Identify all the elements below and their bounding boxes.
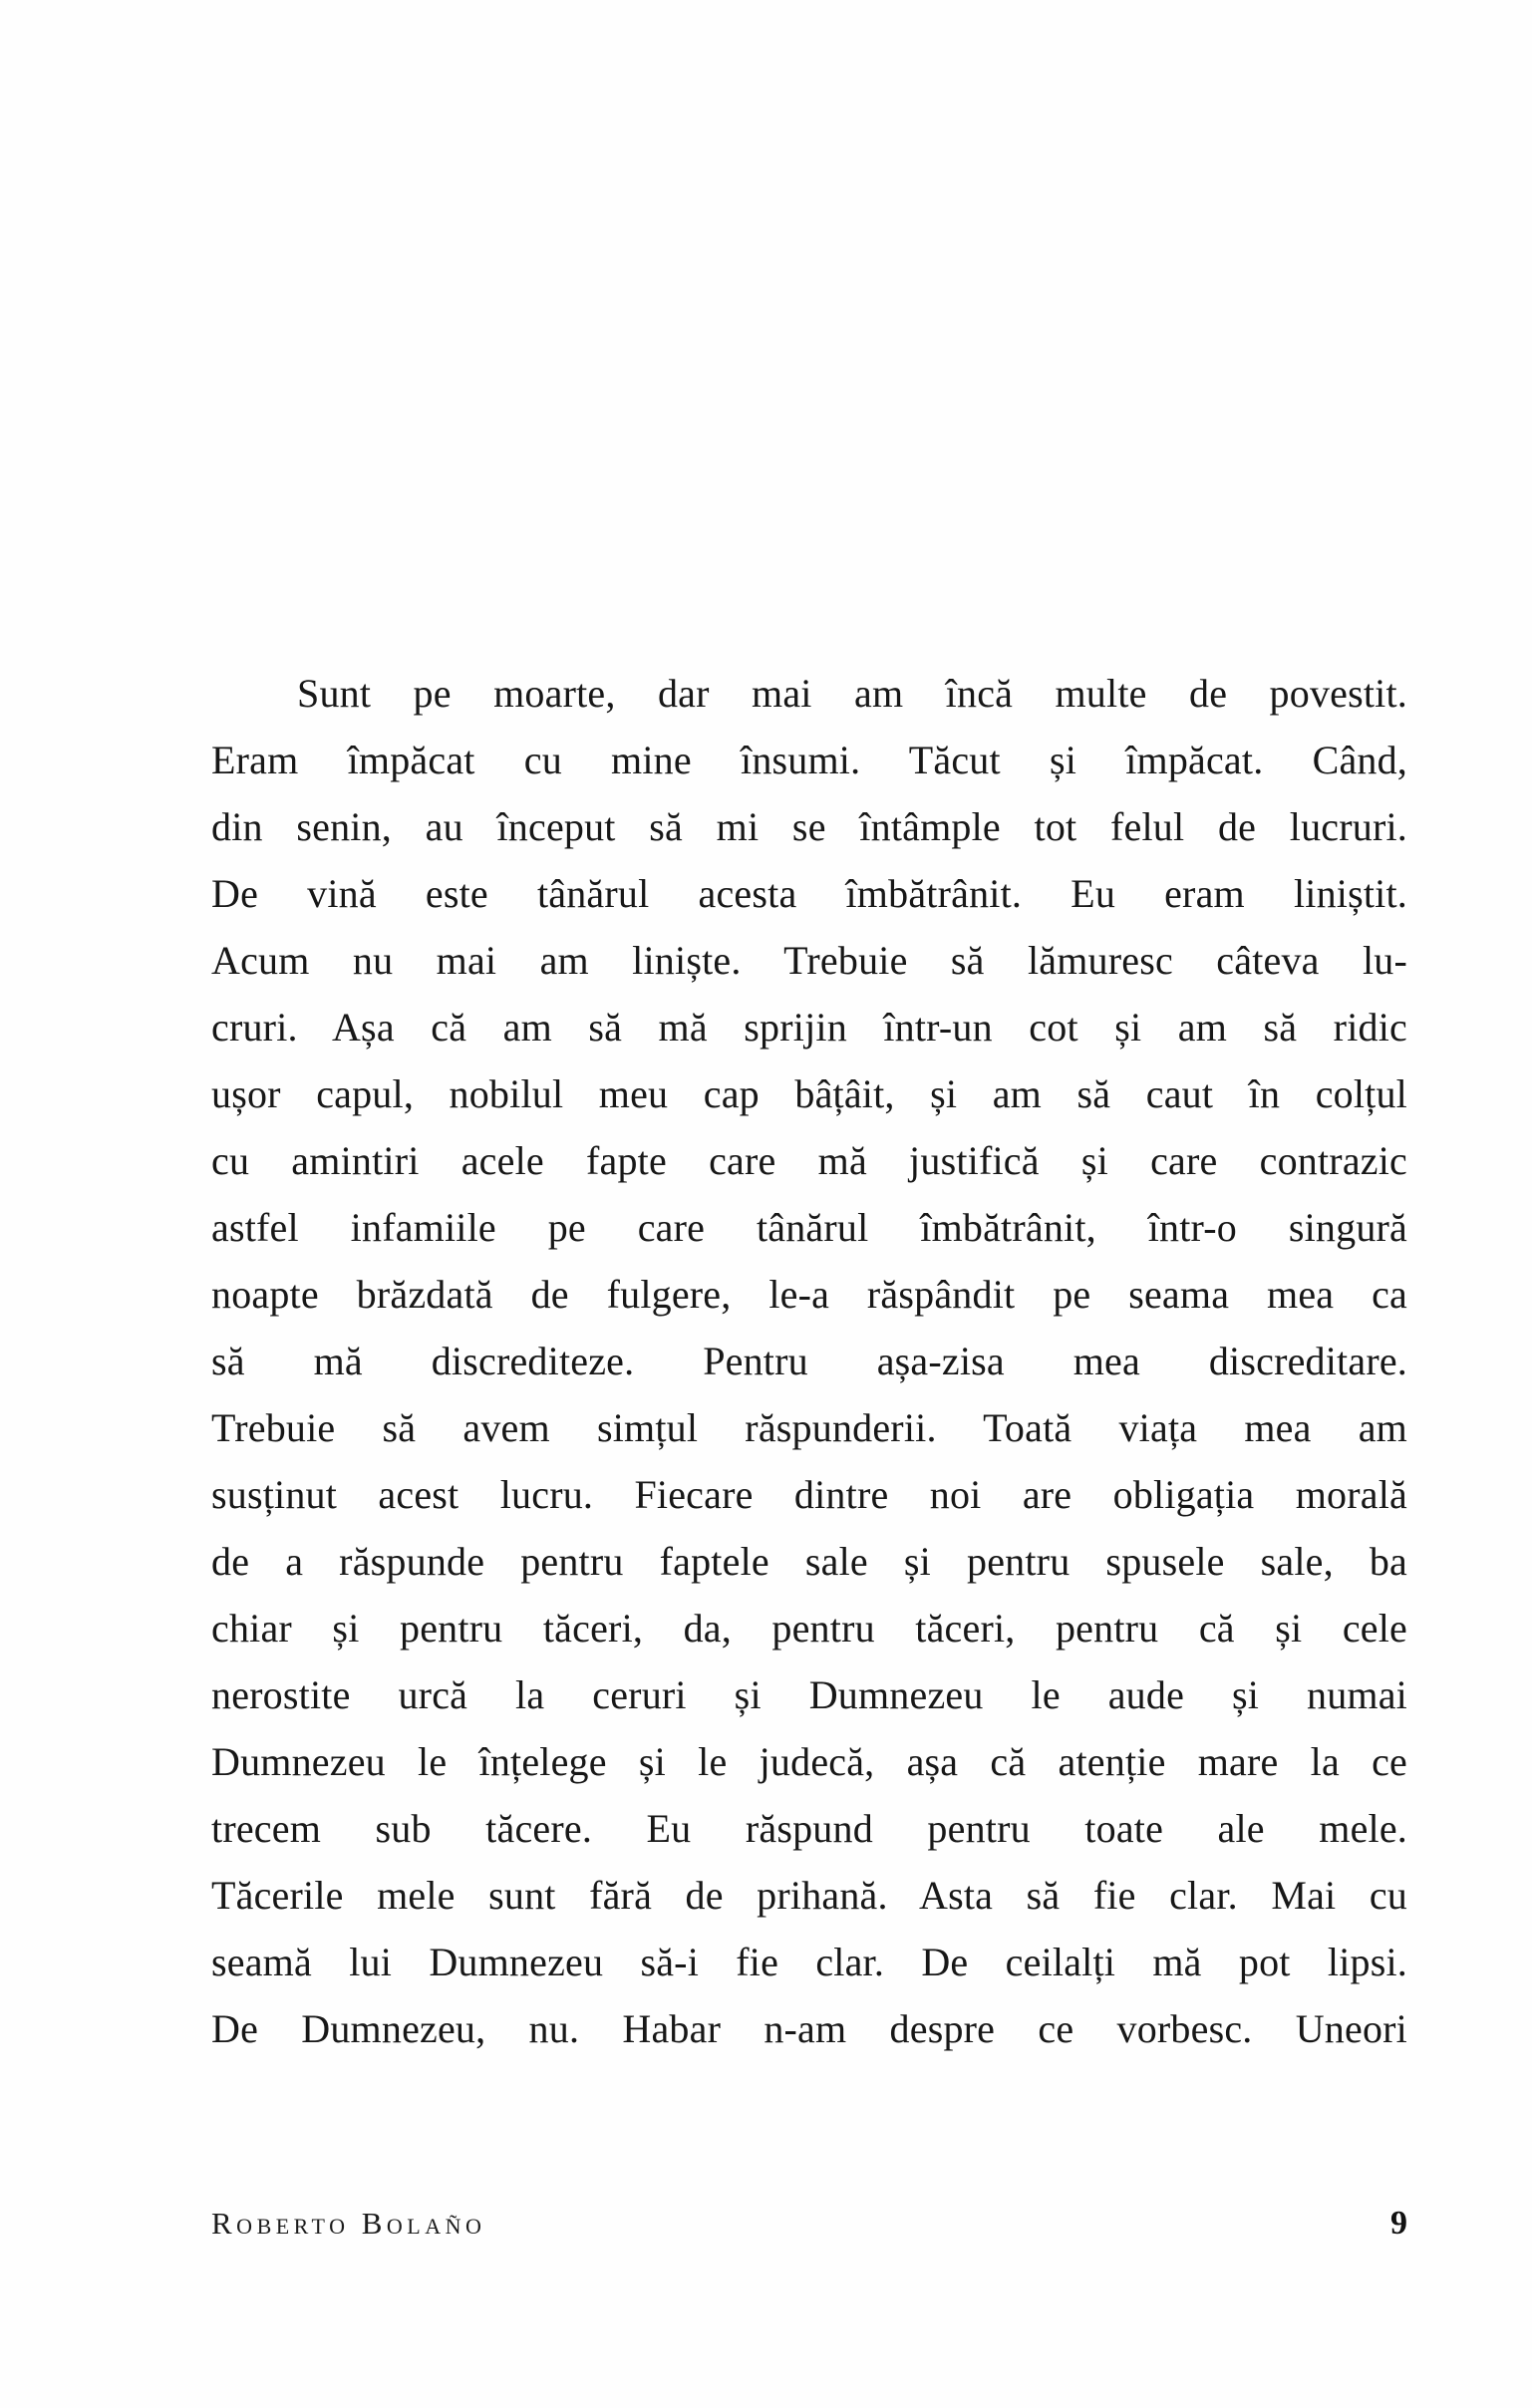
text-line: nerostite urcă la ceruri și Dumnezeu le aude și numai bbox=[211, 1672, 1407, 1717]
text-line: trecem sub tăcere. Eu răspund pentru toate ale mele. bbox=[211, 1806, 1407, 1851]
text-line: Acum nu mai am liniște. Trebuie să lămuresc câteva lu- bbox=[211, 938, 1407, 983]
text-line: noapte brăzdată de fulgere, le-a răspândit pe seama mea ca bbox=[211, 1272, 1407, 1317]
text-line: Trebuie să avem simțul răspunderii. Toată viața mea am bbox=[211, 1405, 1407, 1450]
text-line: seamă lui Dumnezeu să-i fie clar. De ceilalți mă pot lipsi. bbox=[211, 1940, 1407, 1984]
text-line: De Dumnezeu, nu. Habar n-am despre ce vorbesc. Uneori bbox=[211, 2006, 1407, 2051]
text-line: Eram împăcat cu mine însumi. Tăcut și împăcat. Când, bbox=[211, 738, 1407, 782]
text-line: cruri. Așa că am să mă sprijin într-un cot și am să ridic bbox=[211, 1005, 1407, 1050]
text-line: susținut acest lucru. Fiecare dintre noi are obligația morală bbox=[211, 1472, 1407, 1517]
text-line: chiar și pentru tăceri, da, pentru tăceri, pentru că și cele bbox=[211, 1606, 1407, 1651]
running-header-author: Roberto Bolaño bbox=[211, 2206, 486, 2241]
text-line: De vină este tânărul acesta îmbătrânit. Eu eram liniștit. bbox=[211, 871, 1407, 916]
page-number: 9 bbox=[1390, 2205, 1407, 2242]
text-line: astfel infamiile pe care tânărul îmbătrânit, într-o singură bbox=[211, 1205, 1407, 1250]
page-footer bbox=[211, 2205, 1407, 2243]
text-line: de a răspunde pentru faptele sale și pentru spusele sale, ba bbox=[211, 1539, 1407, 1584]
text-line: Sunt pe moarte, dar mai am încă multe de povestit. bbox=[297, 671, 1407, 716]
paragraph-block bbox=[211, 660, 1407, 2062]
text-line: Tăcerile mele sunt fără de prihană. Asta să fie clar. Mai cu bbox=[211, 1873, 1407, 1918]
text-line: cu amintiri acele fapte care mă justifică și care contrazic bbox=[211, 1138, 1407, 1183]
text-line: să mă discrediteze. Pentru așa-zisa mea discreditare. bbox=[211, 1339, 1407, 1383]
text-line: ușor capul, nobilul meu cap bâțâit, și am să caut în colțul bbox=[211, 1071, 1407, 1116]
text-line: din senin, au început să mi se întâmple tot felul de lucruri. bbox=[211, 804, 1407, 849]
text-line: Dumnezeu le înțelege și le judecă, așa că atenție mare la ce bbox=[211, 1739, 1407, 1784]
